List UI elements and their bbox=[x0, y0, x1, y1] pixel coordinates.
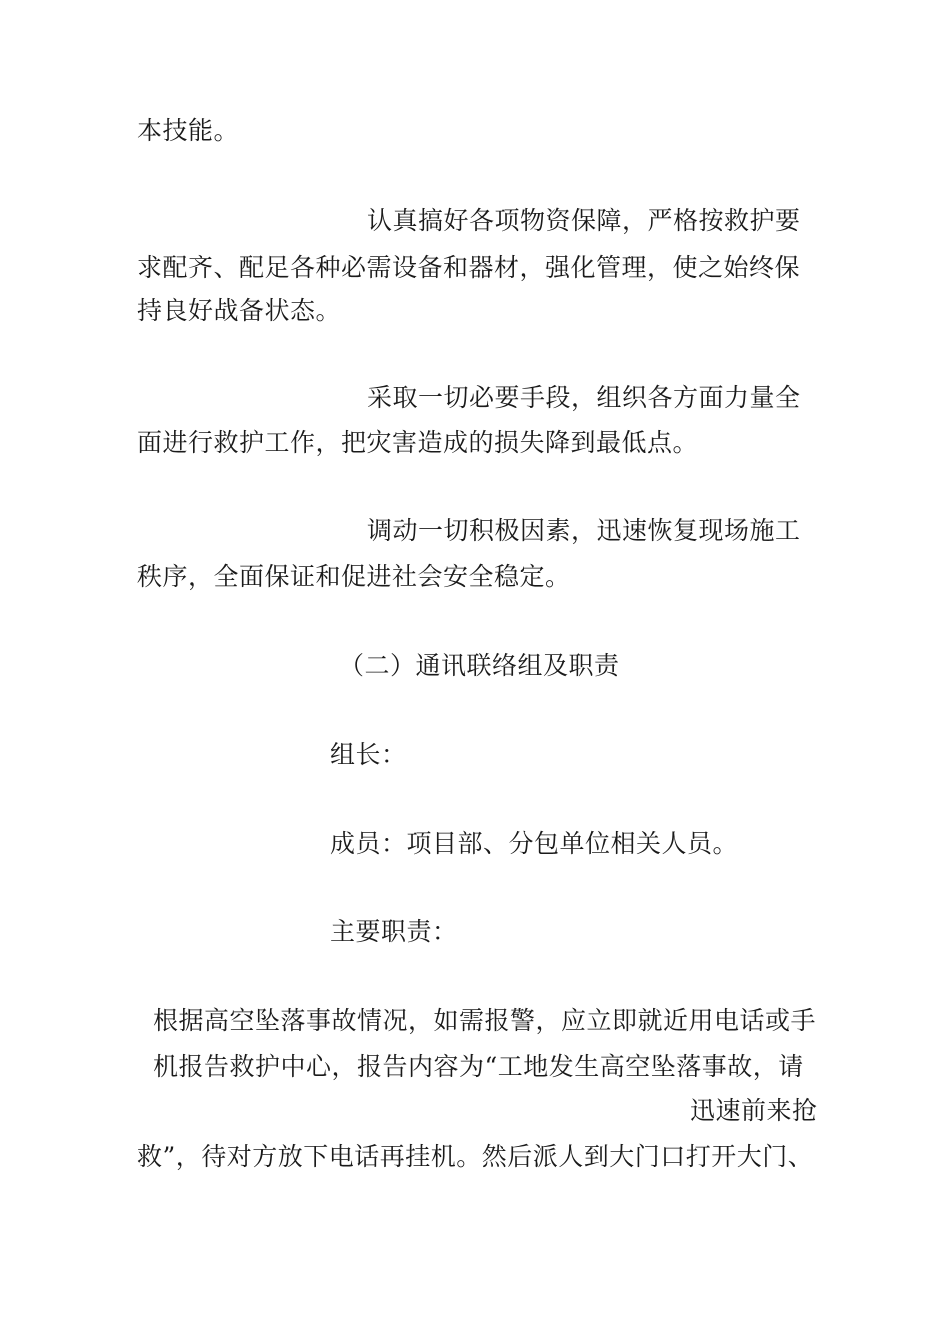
text-line: 求配齐、配足各种必需设备和器材，强化管理，使之始终保 bbox=[137, 253, 801, 282]
text-line: 迅速前来抢 bbox=[690, 1096, 818, 1125]
text-line: 成员：项目部、分包单位相关人员。 bbox=[330, 829, 739, 858]
text-line: 组长： bbox=[330, 740, 407, 769]
text-line: 认真搞好各项物资保障，严格按救护要 bbox=[367, 206, 801, 235]
text-line: 面进行救护工作，把灾害造成的损失降到最低点。 bbox=[137, 428, 699, 457]
text-line: 本技能。 bbox=[137, 116, 240, 145]
text-line: 救”，待对方放下电话再挂机。然后派人到大门口打开大门、 bbox=[137, 1142, 814, 1171]
text-line: 调动一切积极因素，迅速恢复现场施工 bbox=[367, 516, 801, 545]
text-line: 采取一切必要手段，组织各方面力量全 bbox=[367, 383, 801, 412]
text-line: 根据高空坠落事故情况，如需报警，应立即就近用电话或手 bbox=[153, 1006, 817, 1035]
section-heading: （二）通讯联络组及职责 bbox=[339, 651, 620, 680]
text-line: 持良好战备状态。 bbox=[137, 296, 342, 325]
text-line: 主要职责： bbox=[330, 917, 458, 946]
text-line: 秩序，全面保证和促进社会安全稳定。 bbox=[137, 562, 571, 591]
text-line: 机报告救护中心，报告内容为“工地发生高空坠落事故，请 bbox=[153, 1052, 804, 1081]
